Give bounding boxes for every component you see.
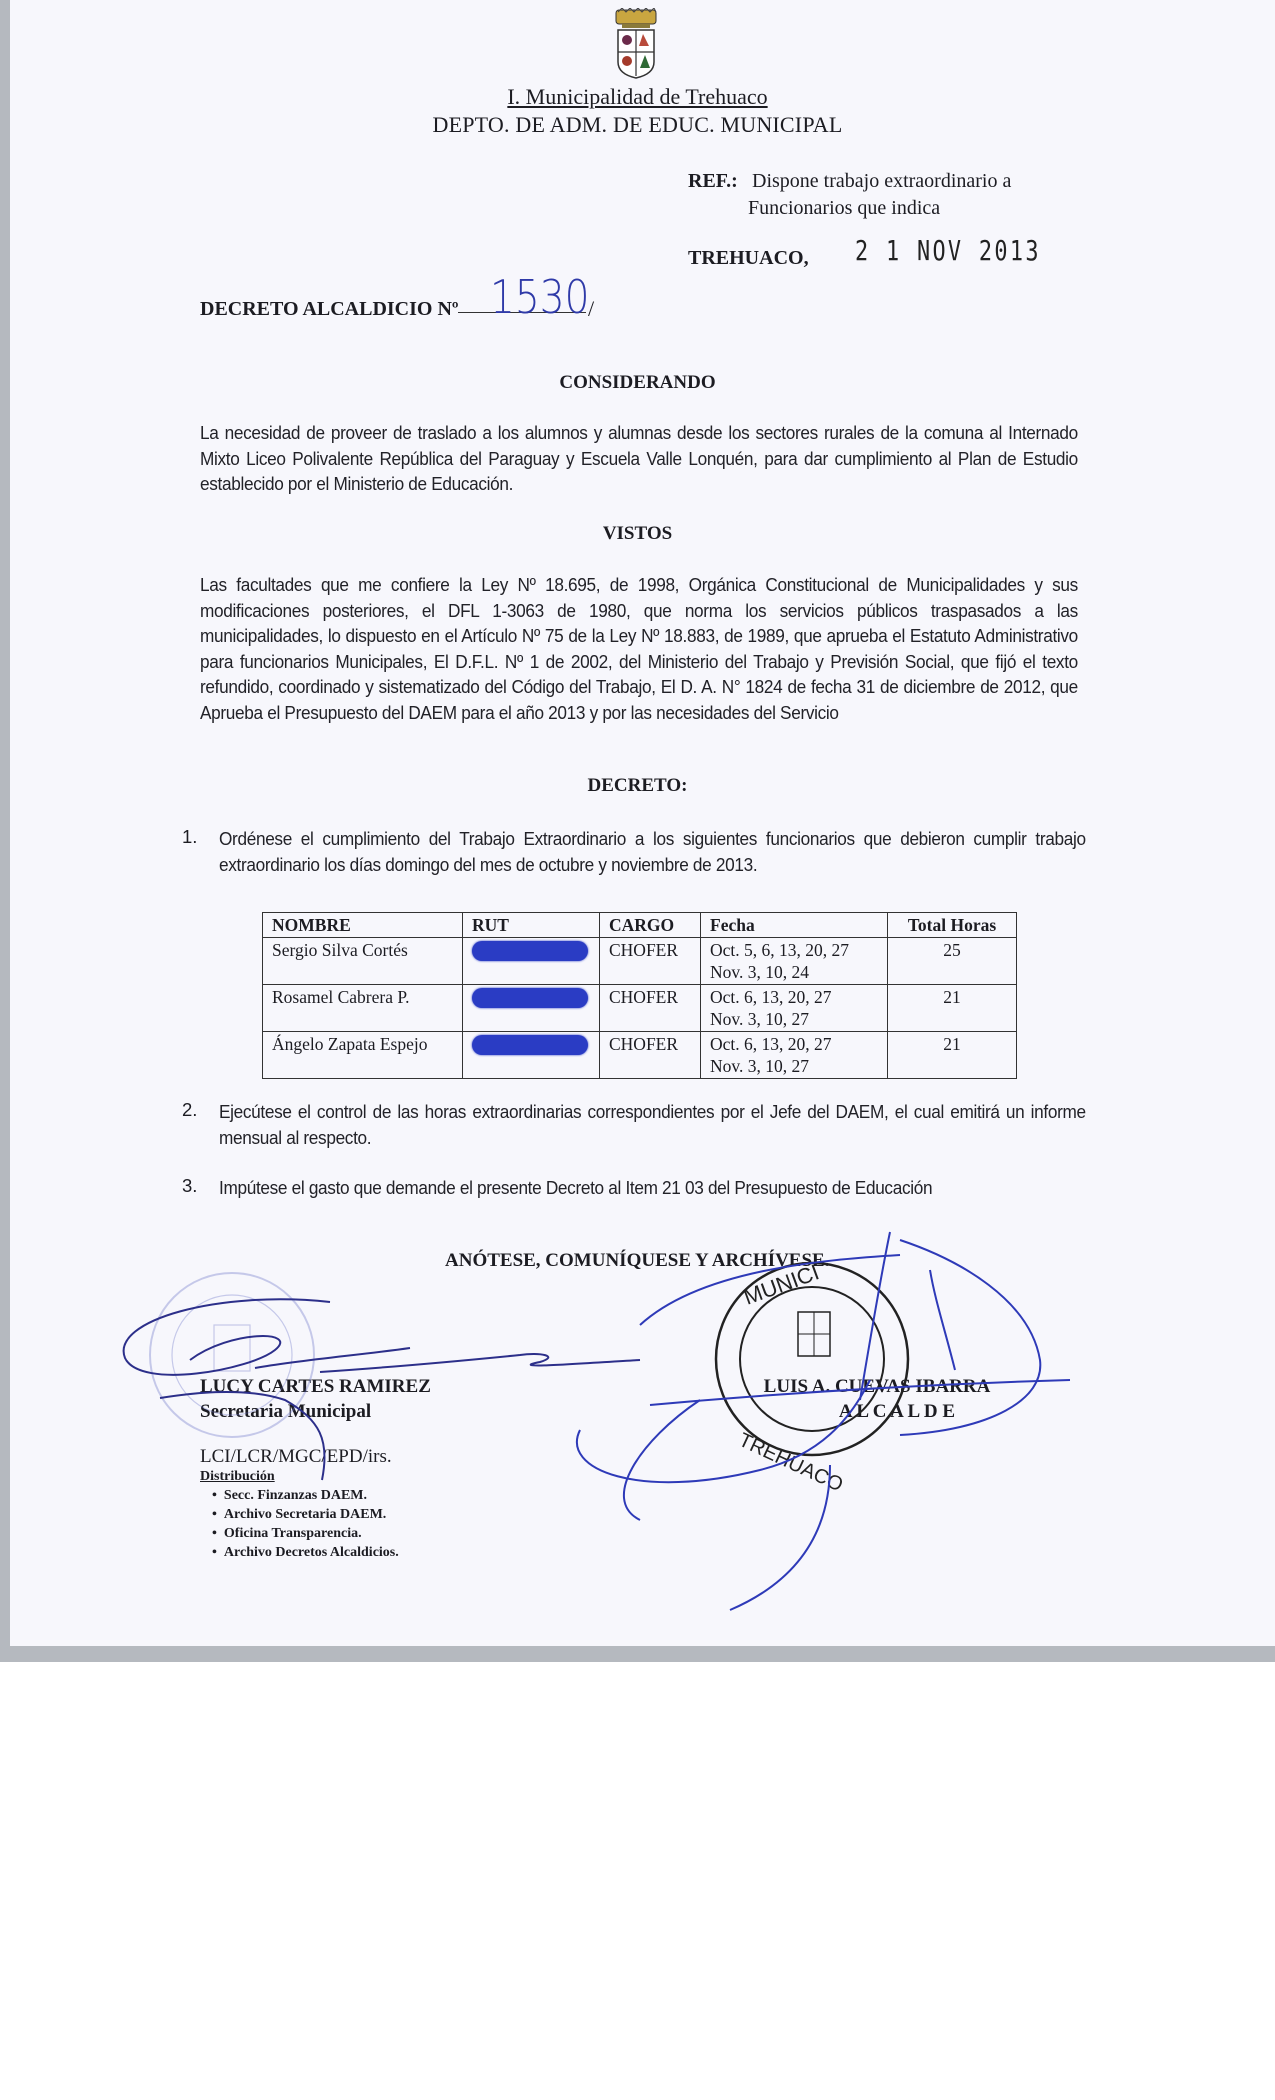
seal-text-top: MUNICI [740,1259,823,1310]
item-1-number: 1. [182,826,198,847]
redaction-mark [472,988,588,1008]
distribution-title: Distribución [200,1469,275,1484]
cell-fecha [701,938,888,985]
redaction-mark [472,941,588,961]
mayor-name: LUIS A. CUEVAS IBARRA [763,1376,991,1397]
cell-rut [463,985,600,1032]
cell-nombre: Ángelo Zapata Espejo [263,1032,463,1079]
decreto-heading: DECRETO: [587,775,688,796]
department-subtitle: DEPTO. DE ADM. DE EDUC. MUNICIPAL [432,112,843,137]
cell-rut [463,938,600,985]
cell-total-horas: 25 [888,938,1017,985]
cell-fecha [701,985,888,1032]
fecha-oct: Oct. 6, 13, 20, 27 [710,1034,832,1054]
secretary-role: Secretaria Municipal [200,1401,372,1422]
secretary-name: LUCY CARTES RAMIREZ [200,1376,431,1397]
initials-line: LCI/LCR/MGC/EPD/irs. [200,1446,392,1467]
table-row [263,938,1017,985]
distribution-item: • Archivo Secretaria DAEM. [212,1505,399,1524]
header-cargo: CARGO [600,913,701,938]
reference-line-1: Dispone trabajo extraordinario a [752,170,1012,192]
secretary-block [200,1374,431,1424]
decree-number-label: DECRETO ALCALDICIO Nº [200,298,459,320]
reference-line-2: Funcionarios que indica [748,197,941,219]
item-3-text: Impútese el gasto que demande el presente Decreto al Item 21 03 del Presupuesto de Educación [219,1177,933,1198]
mayor-role: A L C A L D E [838,1401,956,1422]
distribution-list [212,1486,399,1562]
vistos-heading: VISTOS [602,523,673,544]
closing-formula: ANÓTESE, COMUNÍQUESE Y ARCHÍVESE. [445,1250,830,1271]
considerando-heading: CONSIDERANDO [559,372,716,393]
cell-cargo: CHOFER [600,938,701,985]
header-total-horas: Total Horas [888,913,1017,938]
considerando-text: La necesidad de proveer de traslado a los alumnos y alumnas desde los sectores rurales de la comuna al Internado Mixto Liceo Polivalente República del Paraguay y Escuela Valle Lonquén, para dar cumplimiento al Plan de Estudio establecido por el Ministerio de Educación. [200,422,1078,494]
table-row [263,985,1017,1032]
item-1-text: Ordénese el cumplimiento del Trabajo Extraordinario a los siguientes funcionarios que debieron cumplir trabajo extraordinario los días domingo del mes de octubre y noviembre de 2013. [219,828,1086,875]
date-stamp: 2 1 NOV 2013 [855,234,1041,267]
table-row [263,1032,1017,1079]
item-2-text: Ejecútese el control de las horas extraordinarias correspondientes por el Jefe del DAEM, el cual emitirá un informe mensual al respecto. [219,1101,1086,1148]
vistos-text: Las facultades que me confiere la Ley Nº 18.695, de 1998, Orgánica Constitucional de Municipalidades y sus modificaciones posteriores, el DFL 1-3063 de 1980, que norma los servicios públicos traspasados a las municipalidades, lo dispuesto en el Artículo Nº 75 de la Ley Nº 18.883, de 1989, que aprueba el Estatuto Administrativo para funcionarios Municipales, El D.F.L. Nº 1 de 2002, del Ministerio del Trabajo y Previsión Social, que fijó el texto refundido, coordinado y sistematizado del Código del Trabajo, El D. A. N° 1824 de fecha 31 de diciembre de 2012, que Aprueba el Presupuesto del DAEM para el año 2013 y por las necesidades del Servicio [200,574,1078,723]
coat-of-arms-icon [612,8,660,80]
municipality-title: I. Municipalidad de Trehuaco [507,84,768,109]
cell-cargo: CHOFER [600,985,701,1032]
item-2-number: 2. [182,1099,198,1120]
header-nombre: NOMBRE [263,913,463,938]
fecha-nov: Nov. 3, 10, 24 [710,962,810,982]
reference-label: REF.: [688,170,738,192]
cell-total-horas: 21 [888,985,1017,1032]
place-label: TREHUACO, [688,247,809,269]
decree-number-handwritten: 1530 [490,270,590,324]
seal-text-bottom: TREHUACO [735,1429,847,1497]
cell-total-horas: 21 [888,1032,1017,1079]
distribution-item: • Secc. Finzanzas DAEM. [212,1486,399,1505]
cell-cargo: CHOFER [600,1032,701,1079]
item-3-number: 3. [182,1175,198,1196]
table-header-row [263,913,1017,938]
cell-nombre: Sergio Silva Cortés [263,938,463,985]
distribution-item: • Archivo Decretos Alcaldicios. [212,1543,399,1562]
distribution-item: • Oficina Transparencia. [212,1524,399,1543]
mayor-block [752,1374,1002,1424]
decree-slash: / [588,296,595,321]
header-rut: RUT [463,913,600,938]
overtime-table [262,912,1017,1079]
fecha-nov: Nov. 3, 10, 27 [710,1056,810,1076]
cell-rut [463,1032,600,1079]
fecha-nov: Nov. 3, 10, 27 [710,1009,810,1029]
header-fecha: Fecha [701,913,888,938]
fecha-oct: Oct. 5, 6, 13, 20, 27 [710,940,850,960]
cell-nombre: Rosamel Cabrera P. [263,985,463,1032]
redaction-mark [472,1035,588,1055]
cell-fecha [701,1032,888,1079]
fecha-oct: Oct. 6, 13, 20, 27 [710,987,832,1007]
